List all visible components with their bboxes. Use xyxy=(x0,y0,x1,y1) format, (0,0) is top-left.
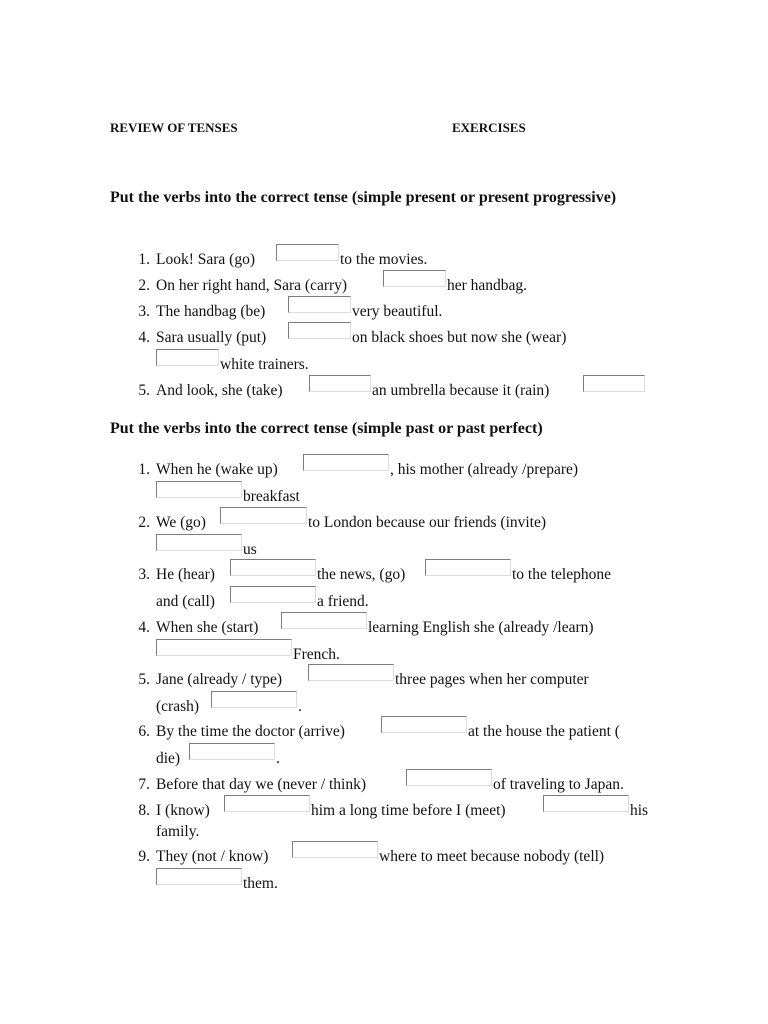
answer-box[interactable] xyxy=(281,612,367,629)
header-exercises: EXERCISES xyxy=(452,120,526,135)
exercise-text: to London because our friends (invite) xyxy=(308,514,547,531)
answer-box[interactable] xyxy=(230,586,316,603)
exercise-text: her handbag. xyxy=(447,277,528,294)
section1-title: Put the verbs into the correct tense (simple present or present progressive) xyxy=(110,189,617,206)
exercise-text: family. xyxy=(156,823,200,840)
exercise-text: Jane (already / type) xyxy=(156,671,283,688)
answer-box[interactable] xyxy=(156,349,219,366)
exercise-text: at the house the patient ( xyxy=(468,723,620,740)
answer-box[interactable] xyxy=(224,795,310,812)
exercise-text: French. xyxy=(293,646,340,663)
exercise-number: 5. xyxy=(138,382,150,399)
exercise-text: of traveling to Japan. xyxy=(493,776,624,793)
exercise-text: where to meet because nobody (tell) xyxy=(379,848,605,865)
exercise-text: on black shoes but now she (wear) xyxy=(352,329,567,346)
answer-box[interactable] xyxy=(220,507,307,524)
exercise-number: 4. xyxy=(138,329,150,346)
exercise-text: On her right hand, Sara (carry) xyxy=(156,277,348,294)
answer-box[interactable] xyxy=(406,769,492,786)
answer-box[interactable] xyxy=(276,244,339,261)
exercise-number: 1. xyxy=(138,251,150,268)
exercise-text: They (not / know) xyxy=(156,848,269,865)
exercise-text: and (call) xyxy=(156,593,215,610)
answer-box[interactable] xyxy=(303,454,389,471)
exercise-text: (crash) xyxy=(156,698,200,715)
answer-box[interactable] xyxy=(156,481,242,498)
exercise-text: him a long time before I (meet) xyxy=(311,802,506,819)
exercise-number: 8. xyxy=(138,802,150,819)
exercise-text: Sara usually (put) xyxy=(156,329,267,346)
exercise-number: 1. xyxy=(138,461,150,478)
exercise-text: to the telephone xyxy=(512,566,611,583)
exercise-text: He (hear) xyxy=(156,566,215,583)
exercise-text: And look, she (take) xyxy=(156,382,283,399)
answer-box[interactable] xyxy=(156,639,292,656)
exercise-text: breakfast xyxy=(243,488,300,505)
answer-box[interactable] xyxy=(211,691,297,708)
exercise-number: 6. xyxy=(138,723,150,740)
answer-box[interactable] xyxy=(288,322,351,339)
exercise-text: them. xyxy=(243,875,278,892)
exercise-number: 7. xyxy=(138,776,150,793)
exercise-text: . xyxy=(298,698,302,715)
answer-box[interactable] xyxy=(288,296,351,313)
answer-box[interactable] xyxy=(383,270,446,287)
answer-box[interactable] xyxy=(292,841,378,858)
exercise-text: . xyxy=(276,750,280,767)
exercise-text: learning English she (already /learn) xyxy=(368,619,594,636)
exercise-number: 3. xyxy=(138,303,150,320)
exercise-number: 3. xyxy=(138,566,150,583)
answer-box[interactable] xyxy=(230,559,316,576)
answer-box[interactable] xyxy=(583,375,645,392)
exercise-text: The handbag (be) xyxy=(156,303,266,320)
exercise-text: Before that day we (never / think) xyxy=(156,776,367,793)
exercise-text: an umbrella because it (rain) xyxy=(372,382,550,399)
exercise-text: When he (wake up) xyxy=(156,461,278,478)
answer-box[interactable] xyxy=(308,664,394,681)
answer-box[interactable] xyxy=(189,743,275,760)
exercise-text: We (go) xyxy=(156,514,206,531)
exercise-text: Look! Sara (go) xyxy=(156,251,255,268)
exercise-text: the news, (go) xyxy=(317,566,406,583)
exercise-text: white trainers. xyxy=(220,356,309,373)
exercise-text: us xyxy=(243,541,257,558)
answer-box[interactable] xyxy=(543,795,629,812)
exercise-text: die) xyxy=(156,750,181,767)
exercise-number: 9. xyxy=(138,848,150,865)
exercise-text: very beautiful. xyxy=(352,303,443,320)
answer-box[interactable] xyxy=(309,375,371,392)
answer-box[interactable] xyxy=(156,534,242,551)
exercise-text: to the movies. xyxy=(340,251,428,268)
answer-box[interactable] xyxy=(425,559,511,576)
exercise-text: , his mother (already /prepare) xyxy=(390,461,579,478)
exercise-text: When she (start) xyxy=(156,619,259,636)
answer-box[interactable] xyxy=(156,868,242,885)
exercise-number: 5. xyxy=(138,671,150,688)
exercise-text: three pages when her computer xyxy=(395,671,589,688)
exercise-number: 2. xyxy=(138,514,150,531)
exercise-text: a friend. xyxy=(317,593,369,610)
header-title: REVIEW OF TENSES xyxy=(110,120,238,135)
exercise-number: 2. xyxy=(138,277,150,294)
exercise-text: By the time the doctor (arrive) xyxy=(156,723,345,740)
answer-box[interactable] xyxy=(381,716,467,733)
exercise-number: 4. xyxy=(138,619,150,636)
exercise-text: I (know) xyxy=(156,802,210,819)
section2-title: Put the verbs into the correct tense (simple past or past perfect) xyxy=(110,420,543,437)
exercise-text: his xyxy=(630,802,649,819)
